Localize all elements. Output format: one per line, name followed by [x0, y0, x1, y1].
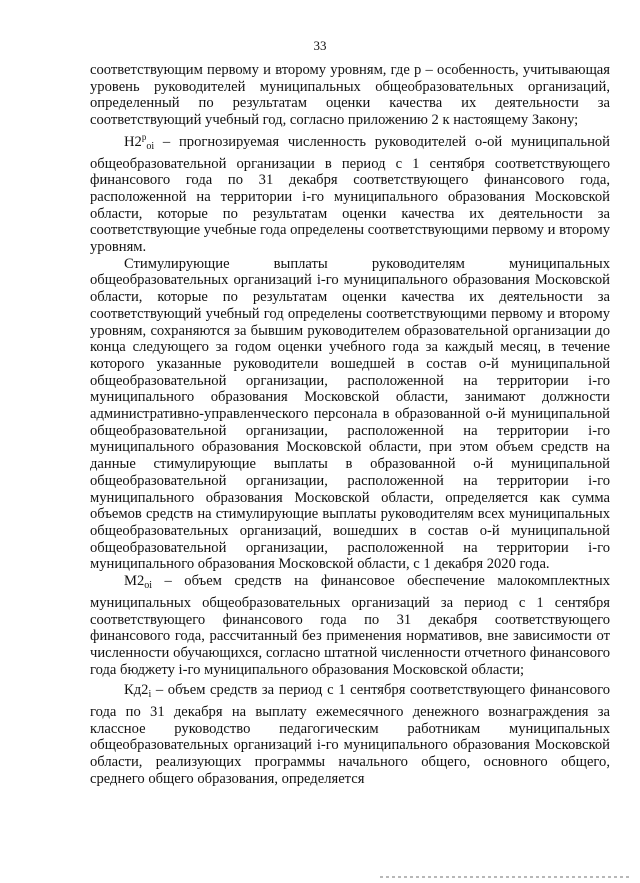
paragraph-h2-definition: [90, 129, 610, 256]
formula-subscript: i: [148, 689, 152, 701]
formula-symbol-h2: Н2: [124, 133, 142, 150]
formula-subscript: oi: [146, 140, 155, 152]
page-number: 33: [313, 38, 327, 53]
paragraph-continuation: соответствующим первому и второму уровням, где р – особенность, учитывающая уровень руководителей муниципальных общеобразовательных организаций, определенный по результатам оценки качества их деятельности за соответствующий учебный год, согласно приложению 2 к настоящему Закону;: [90, 62, 610, 129]
body-text: [90, 62, 610, 788]
formula-symbol-kd2: Кд2: [124, 682, 149, 699]
paragraph-m2-definition: [90, 573, 610, 678]
scan-artifact-line: [380, 876, 630, 878]
formula-subscript: oi: [144, 580, 153, 592]
paragraph-text: – объем средств на финансовое обеспечение малокомплектных муниципальных общеобразовательных организаций за период с 1 сентября соответствующего финансового года по 31 декабря соответствующего финансового года, рассчитанный без применения нормативов, вне зависимости от численности обучающихся, согласно штатной численности отчетного финансового года бюджету i-го муниципального образования Московской области;: [90, 573, 610, 678]
formula-superscript: р: [141, 131, 147, 142]
paragraph-kd2-definition: [90, 682, 610, 787]
paragraph-text: – прогнозируемая численность руководителей о-ой муниципальной общеобразовательной организации в период с 1 сентября соответствующего финансового года по 31 декабря соответствующего финансового года, расположенной на территории i-го муниципального образования Московской области, которые по результатам оценки качества их деятельности за соответствующие учебные года определены соответствующими первому и второму уровням.: [90, 133, 610, 256]
paragraph-text: – объем средств за период с 1 сентября соответствующего финансового года по 31 декабря на выплату ежемесячного денежного вознаграждения за классное руководство педагогическим работникам муниципальных общеобразовательных организаций i-го муниципального образования Московской области, реализующих программы начального общего, основного общего, среднего общего образования, определяется: [90, 682, 610, 787]
formula-symbol-m2: М2: [124, 573, 145, 590]
paragraph-stimulating-payments: Стимулирующие выплаты руководителям муниципальных общеобразовательных организаций i-го муниципального образования Московской области, которые по результатам оценки качества их деятельности за соответствующий учебный год определены соответствующими первому и второму уровням, сохраняются за бывшим руководителем образовательной организации до конца следующего за годом оценки учебного года за каждый месяц, в течение которого указанные руководители вошедшей в состав о-й муниципальной общеобразовательной организации, расположенной на территории i-го муниципального образования Московской области, занимают должности административно-управленческого персонала в образованной о-й муниципальной общеобразовательной организации, расположенной на территории i-го муниципального образования Московской области, при этом объем средств на данные стимулирующие выплаты в образованной о-й муниципальной общеобразовательной организации, расположенной на территории i-го муниципального образования Московской области, определяется как сумма объемов средств на стимулирующие выплаты руководителям всех муниципальных общеобразовательных организаций, вошедших в состав о-й муниципальной общеобразовательной организации, расположенной на территории i-го муниципального образования Московской области, с 1 декабря 2020 года.: [90, 255, 610, 573]
